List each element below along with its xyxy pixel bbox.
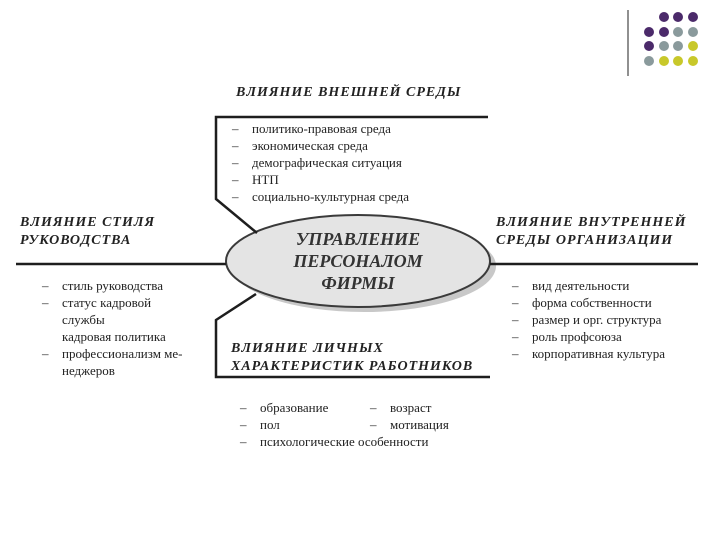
style-item-text: статус кадровой: [62, 295, 152, 310]
external-item-text: политико-правовая среда: [252, 121, 391, 136]
list-item: [42, 345, 183, 362]
center-title-line: ФИРМЫ: [321, 273, 395, 293]
list-item: [370, 416, 449, 433]
internal-item-text: размер и орг. структура: [532, 312, 662, 327]
dash: –: [232, 189, 239, 204]
decor-dot: [659, 27, 669, 37]
external-item-text: экономическая среда: [252, 138, 368, 153]
dash: –: [512, 312, 519, 327]
decor-dot: [644, 41, 654, 51]
list-item: [232, 188, 409, 205]
personal-item-text: психологические особенности: [260, 434, 429, 449]
external-item-text: социально-культурная среда: [252, 189, 409, 204]
center-title-line: ПЕРСОНАЛОМ: [293, 251, 423, 271]
decor-dot: [659, 41, 669, 51]
personal-item-text: мотивация: [390, 417, 449, 432]
list-item: [232, 171, 409, 188]
decor-dot: [659, 56, 669, 66]
list-item: [512, 294, 665, 311]
decor-dot: [644, 56, 654, 66]
personal-item-text: пол: [260, 417, 280, 432]
list-item: [512, 328, 665, 345]
external-item-text: демографическая ситуация: [252, 155, 402, 170]
list-item: [512, 277, 665, 294]
internal-list: [512, 277, 665, 362]
center-title: [240, 228, 476, 294]
dash: –: [512, 346, 519, 361]
style-heading-line-1: ВЛИЯНИЕ СТИЛЯ: [20, 215, 156, 230]
dash: –: [42, 295, 49, 310]
dash: –: [240, 400, 247, 415]
decor-dot: [673, 27, 683, 37]
decor-dot-grid: [640, 10, 710, 76]
style-item-text: стиль руководства: [62, 278, 164, 293]
dash: –: [240, 417, 247, 432]
list-item-continuation: [42, 362, 183, 379]
external-item-text: НТП: [252, 172, 279, 187]
decor-dot: [673, 56, 683, 66]
style-item-text: неджеров: [62, 363, 115, 378]
dash: –: [240, 434, 247, 449]
dash: –: [42, 278, 49, 293]
center-title-line: УПРАВЛЕНИЕ: [295, 229, 421, 249]
list-item: [512, 345, 665, 362]
list-item: [42, 294, 183, 311]
style-list: [42, 277, 183, 379]
dash: –: [370, 417, 377, 432]
decor-dot: [673, 41, 683, 51]
list-item-continuation: [42, 311, 183, 328]
dash: –: [232, 138, 239, 153]
internal-heading-line-1: ВЛИЯНИЕ ВНУТРЕННЕЙ: [496, 215, 687, 230]
list-item: [512, 311, 665, 328]
decor-dot: [688, 27, 698, 37]
dash: –: [232, 172, 239, 187]
list-item: [240, 433, 428, 450]
internal-item-text: вид деятельности: [532, 278, 630, 293]
style-item-text: кадровая политика: [62, 329, 166, 344]
decor-dot: [688, 41, 698, 51]
style-item-text: профессионализм ме-: [62, 346, 183, 361]
style-heading-line-2: РУКОВОДСТВА: [20, 233, 132, 248]
dash: –: [512, 329, 519, 344]
personal-heading-line-1: ВЛИЯНИЕ ЛИЧНЫХ: [231, 341, 384, 356]
external-list: [232, 120, 409, 205]
decor-dot: [644, 27, 654, 37]
list-item: [232, 120, 409, 137]
personal-heading-line-2: ХАРАКТЕРИСТИК РАБОТНИКОВ: [231, 359, 474, 374]
decor-dot: [688, 56, 698, 66]
internal-item-text: роль профсоюза: [532, 329, 622, 344]
internal-item-text: форма собственности: [532, 295, 652, 310]
dash: –: [42, 346, 49, 361]
list-item-continuation: [42, 328, 183, 345]
internal-heading-line-2: СРЕДЫ ОРГАНИЗАЦИИ: [496, 233, 674, 248]
list-item: [370, 399, 449, 416]
external-heading: ВЛИЯНИЕ ВНЕШНЕЙ СРЕДЫ: [236, 85, 462, 100]
list-item: [232, 137, 409, 154]
dash: –: [232, 121, 239, 136]
decor-dot: [688, 12, 698, 22]
list-item: [42, 277, 183, 294]
personal-list-right: [370, 399, 449, 433]
internal-item-text: корпоративная культура: [532, 346, 666, 361]
dash: –: [370, 400, 377, 415]
personal-item-text: образование: [260, 400, 329, 415]
dash: –: [512, 278, 519, 293]
decor-dot: [673, 12, 683, 22]
list-item: [232, 154, 409, 171]
style-item-text: службы: [62, 312, 105, 327]
decor-dot: [659, 12, 669, 22]
dash: –: [512, 295, 519, 310]
dash: –: [232, 155, 239, 170]
personal-item-text: возраст: [390, 400, 432, 415]
